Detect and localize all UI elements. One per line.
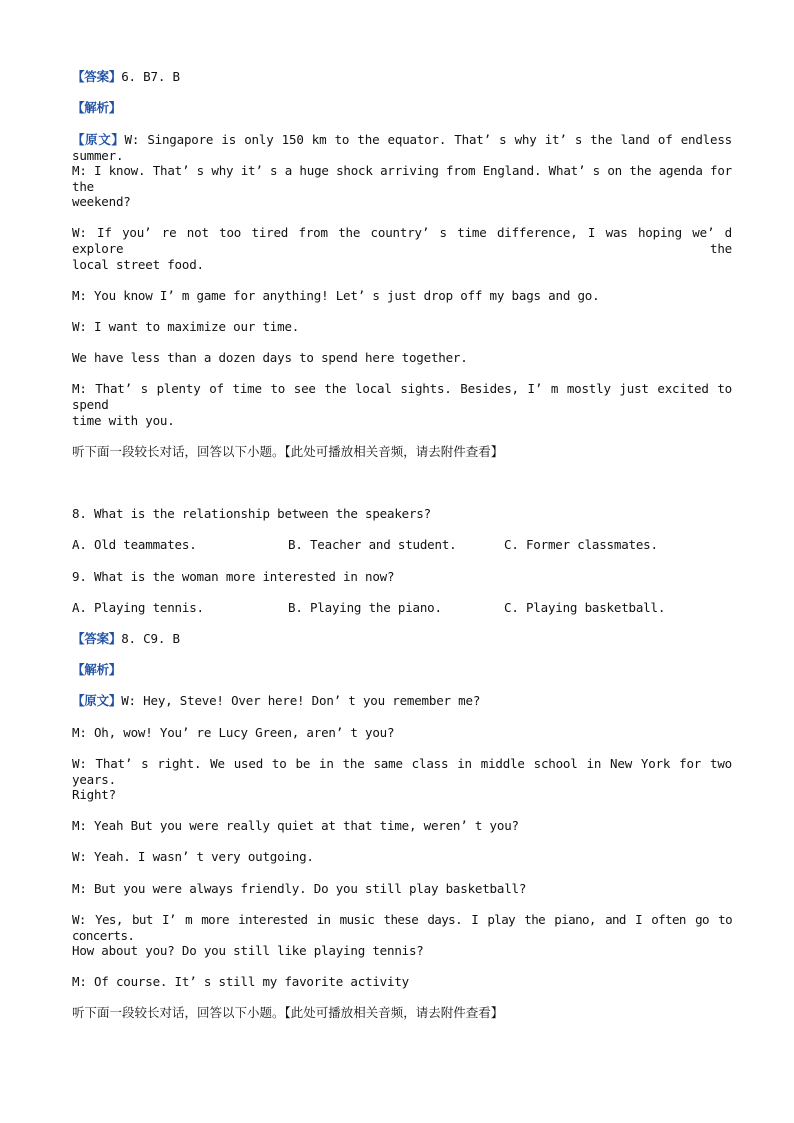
transcript-line: W: If you’ re not too tired from the country’ s time difference, I was hoping we’ d explore the bbox=[72, 225, 732, 256]
transcript-line: W: I want to maximize our time. bbox=[72, 319, 300, 334]
option-a: A. Playing tennis. bbox=[72, 600, 204, 615]
transcript-line: local street food. bbox=[72, 257, 204, 272]
analysis-heading-1 bbox=[72, 100, 732, 116]
transcript-line bbox=[72, 693, 732, 709]
transcript-line: W: Yes, but I’ m more interested in music these days. I play the piano, and I often go to concerts. bbox=[72, 912, 732, 943]
transcript-line: M: But you were always friendly. Do you still play basketball? bbox=[72, 881, 527, 896]
answer-text: 6. B7. B bbox=[121, 69, 180, 84]
transcript-line: M: I know. That’ s why it’ s a huge shock arriving from England. What’ s on the agenda for the bbox=[72, 163, 732, 194]
transcript-line: How about you? Do you still like playing tennis? bbox=[72, 943, 424, 958]
transcript-line: Right? bbox=[72, 787, 116, 802]
answer-tag: 【答案】 bbox=[72, 631, 122, 646]
transcript-line: M: That’ s plenty of time to see the local sights. Besides, I’ m mostly just excited to spend bbox=[72, 381, 732, 412]
transcript-text: W: Singapore is only 150 km to the equator. That’ s why it’ s the land of endless summer. bbox=[72, 132, 732, 163]
analysis-tag: 【解析】 bbox=[72, 662, 122, 677]
option-b: B. Teacher and student. bbox=[288, 537, 457, 552]
option-a: A. Old teammates. bbox=[72, 537, 197, 552]
original-tag: 【原文】 bbox=[72, 693, 122, 708]
question-stem: 8. What is the relationship between the speakers? bbox=[72, 506, 431, 521]
transcript-line: W: That’ s right. We used to be in the same class in middle school in New York for two years. bbox=[72, 756, 732, 787]
transcript-line: We have less than a dozen days to spend here together. bbox=[72, 350, 468, 365]
question-stem: 9. What is the woman more interested in now? bbox=[72, 569, 395, 584]
transcript-line: M: Yeah But you were really quiet at that time, weren’ t you? bbox=[72, 818, 519, 833]
analysis-tag: 【解析】 bbox=[72, 100, 122, 115]
answer-line-2 bbox=[72, 631, 732, 647]
transcript-line bbox=[72, 132, 732, 164]
original-tag: 【原文】 bbox=[72, 132, 125, 147]
option-b: B. Playing the piano. bbox=[288, 600, 442, 615]
answer-line-1 bbox=[72, 69, 732, 85]
transcript-line: time with you. bbox=[72, 413, 175, 428]
transcript-line: M: You know I’ m game for anything! Let’ s just drop off my bags and go. bbox=[72, 288, 600, 303]
transcript-line: W: Yeah. I wasn’ t very outgoing. bbox=[72, 849, 314, 864]
transcript-line: M: Oh, wow! You’ re Lucy Green, aren’ t you? bbox=[72, 725, 395, 740]
analysis-heading-2 bbox=[72, 662, 732, 678]
answer-text: 8. C9. B bbox=[121, 631, 180, 646]
audio-instruction: 听下面一段较长对话，回答以下小题。【此处可播放相关音频，请去附件查看】 bbox=[72, 444, 504, 459]
transcript-line: weekend? bbox=[72, 194, 131, 209]
option-c: C. Playing basketball. bbox=[504, 600, 666, 615]
transcript-line: M: Of course. It’ s still my favorite activity bbox=[72, 974, 409, 989]
transcript-text: W: Hey, Steve! Over here! Don’ t you remember me? bbox=[121, 693, 481, 708]
answer-tag: 【答案】 bbox=[72, 69, 122, 84]
option-c: C. Former classmates. bbox=[504, 537, 658, 552]
audio-instruction: 听下面一段较长对话，回答以下小题。【此处可播放相关音频，请去附件查看】 bbox=[72, 1005, 504, 1020]
